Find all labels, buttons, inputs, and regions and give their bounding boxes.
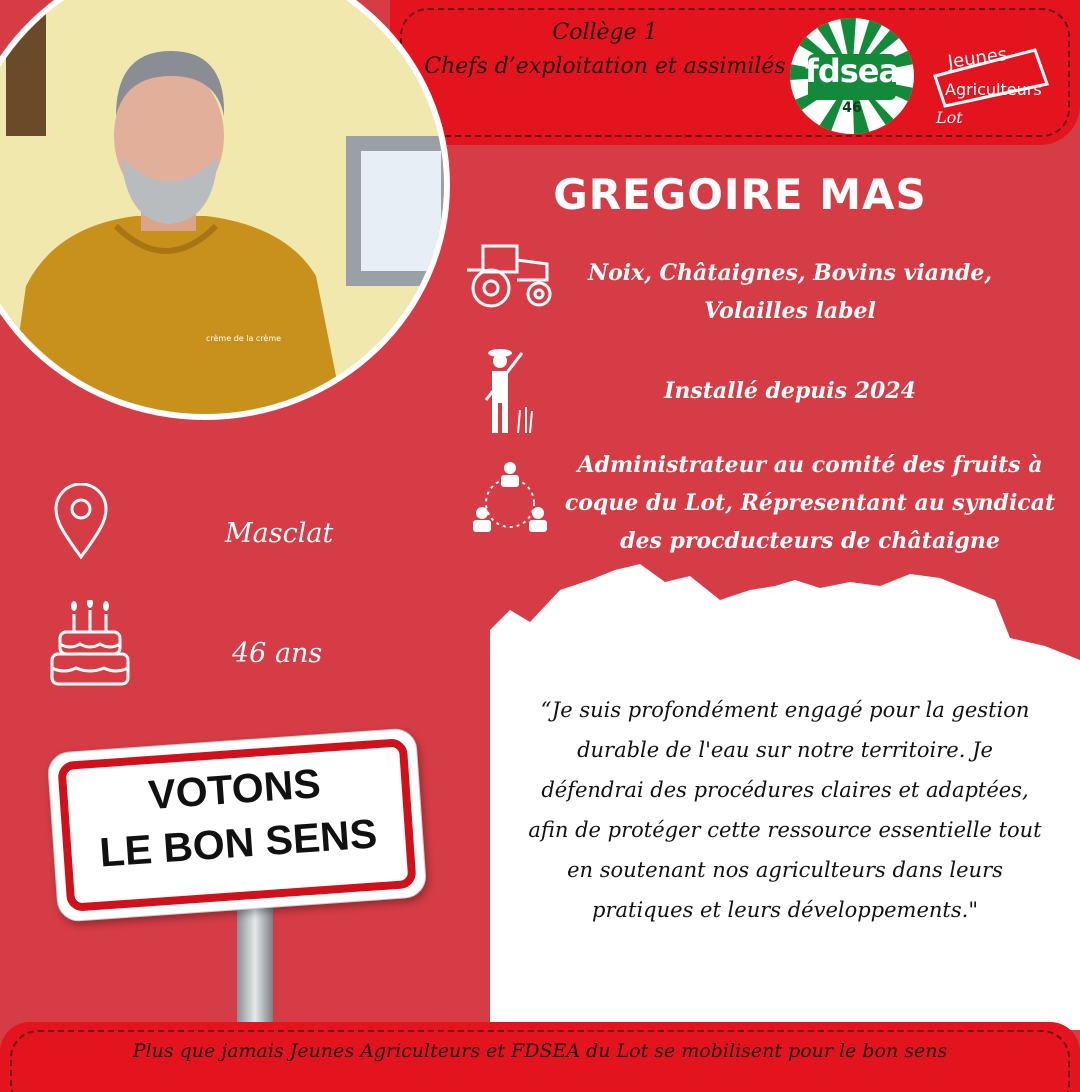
college-number: Collège 1 [552, 20, 658, 45]
installed-text: Installé depuis 2024 [664, 378, 916, 404]
production-line-1: Noix, Châtaignes, Bovins viande, [587, 260, 993, 286]
birthday-cake-icon [48, 600, 132, 690]
location-pin-icon [52, 483, 110, 561]
ja-logo-agriculteurs: Agriculteurs [945, 80, 1042, 99]
candidate-name: GREGOIRE MAS [553, 170, 927, 219]
quote-line-3: défendrai des procédures claires et adaptées, [541, 778, 1029, 802]
quote-line-1: “Je suis profondément engagé pour la gestion [540, 698, 1030, 722]
hoodie-text: crème de la crème [206, 334, 282, 343]
location-text: Masclat [225, 518, 334, 549]
candidate-photo [0, 0, 450, 420]
quote-line-2: durable de l'eau sur notre territoire. Je [577, 738, 993, 762]
roles-text [560, 446, 1060, 560]
votons-sign [47, 727, 428, 922]
network-icon [470, 458, 550, 538]
candidate-quote [500, 690, 1070, 930]
fdsea-logo-number: 46 [842, 100, 862, 116]
quote-line-5: en soutenant nos agriculteurs dans leurs [567, 858, 1003, 882]
ja-logo-jeunes: Jeunes [946, 43, 1009, 73]
roles-line-3: des procducteurs de châtaigne [620, 528, 1000, 554]
age-text: 46 ans [232, 638, 323, 669]
college-label [420, 16, 790, 84]
sign-line-1: VOTONS [146, 760, 323, 819]
tractor-icon [463, 240, 555, 310]
ja-logo-lot: Lot [936, 108, 963, 127]
footer-text: Plus que jamais Jeunes Agriculteurs et FDSEA du Lot se mobilisent pour le bon sens [132, 1040, 948, 1062]
fdsea-logo-text: fdsea [804, 52, 900, 90]
production-line-2: Volailles label [704, 298, 876, 324]
quote-line-6: pratiques et leurs développements." [592, 898, 978, 922]
roles-line-2: coque du Lot, Répresentant au syndicat [564, 490, 1056, 516]
farmer-icon [482, 345, 534, 435]
college-category: Chefs d’exploitation et assimilés [424, 54, 786, 79]
sign-line-2: LE BON SENS [98, 810, 379, 876]
production-text [560, 254, 1020, 330]
roles-line-1: Administrateur au comité des fruits à [577, 452, 1043, 478]
quote-line-4: afin de protéger cette ressource essentielle tout [528, 818, 1042, 842]
